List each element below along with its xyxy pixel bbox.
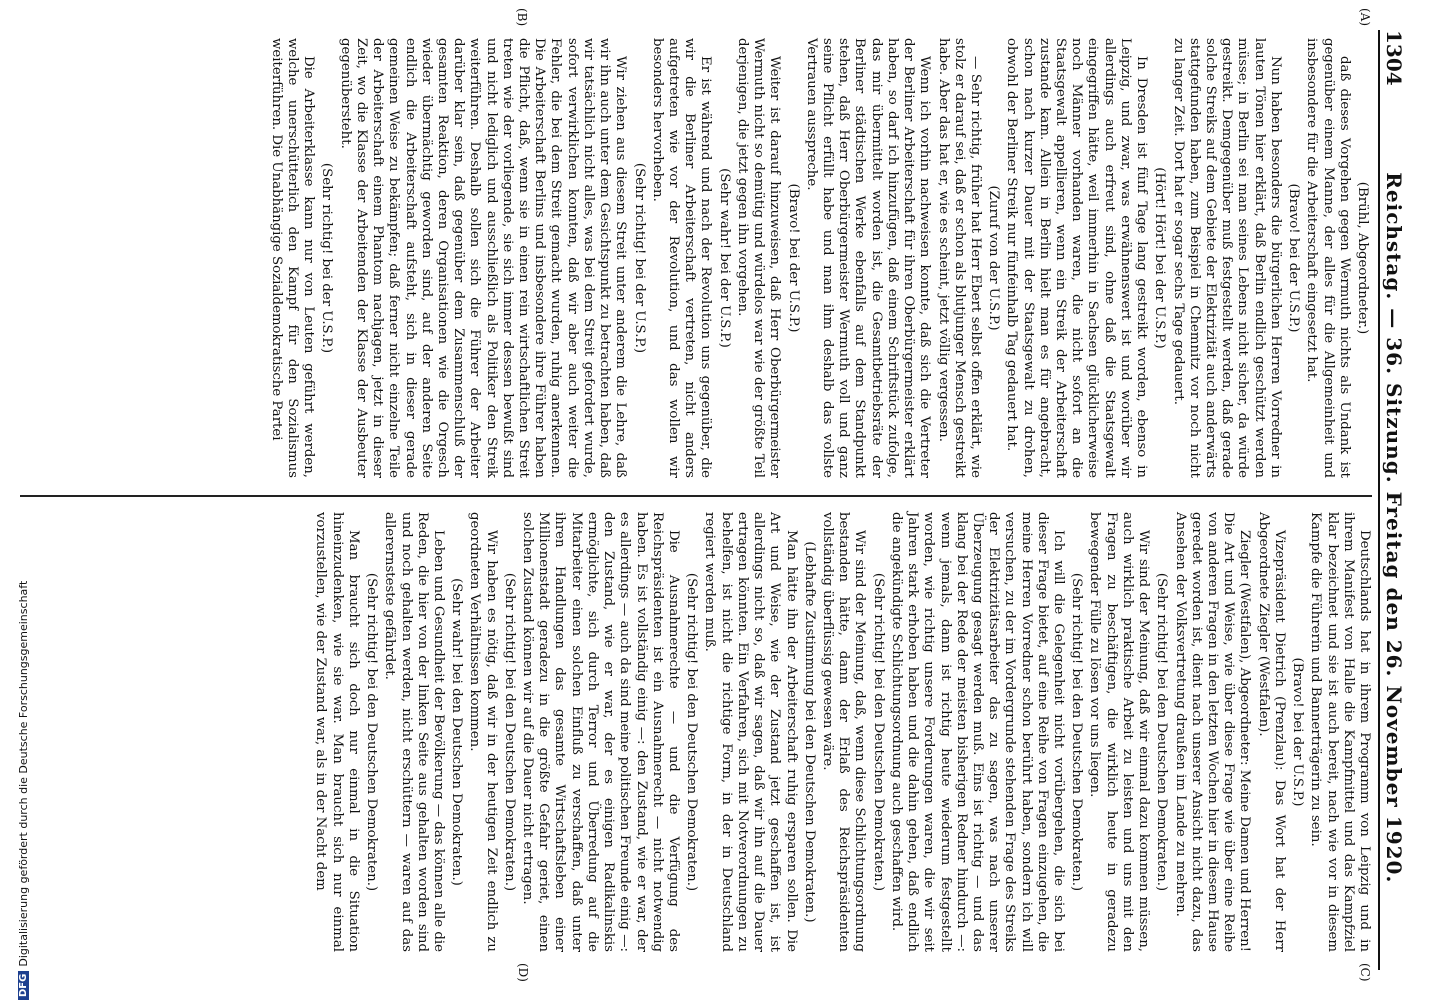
page-number: 1304: [1382, 30, 1406, 86]
interjection: (Sehr richtig! bei den Deutschen Demokraten.): [1069, 572, 1085, 892]
page-title: Reichstag. — 36. Sitzung. Freitag den 26. November 1920.: [1382, 172, 1406, 884]
paragraph: — Sehr richtig, früher hat Herr Ebert selbst offen erklärt, wie stolz er darauf sei, daß er schon als blutjunger Mensch gestreikt habe. Aber das hat er, wie es scheint, jetzt völlig vergessen.: [935, 38, 983, 478]
paragraph: Vizepräsident Dietrich (Prenzlau): Das Wort hat der Herr Abgeordnete Ziegler (Westfalen).: [1255, 512, 1287, 952]
paragraph: Wir sind der Meinung, daß wir einmal dazu kommen müssen, auch wirklich praktische Arbeit zu leisten und uns mit den Fragen zu beschäftigen, die wirklich heute in geradezu bewegender Fülle zu lösen vor uns liegen.: [1087, 512, 1152, 952]
interjection: (Sehr richtig! bei der U.S.P.): [631, 162, 647, 354]
margin-marker-d: (D): [516, 963, 530, 982]
footer-credit: Digitalisierung gefördert durch die Deutsche Forschungsgemeinschaft: [16, 580, 30, 967]
interjection: (Bravo! bei der U.S.P.): [785, 183, 801, 333]
left-column: [20, 38, 1372, 478]
footer-strip: [0, 0, 30, 1000]
paragraph: Man hätte ihn der Arbeiterschaft ruhig ersparen sollen. Die Art und Weise, wie der Zustand jetzt geschaffen ist, ist allerdings nicht so, daß wir sagen, daß wir ihn auf die Dauer ertragen könnten. Ein Verfahren, sich mit Notverordnungen zu behelfen, ist nicht die richtige Form, in der in Deutschland regiert werden muß.: [702, 512, 799, 952]
paragraph: Wenn ich vorhin nachweisen konnte, daß sich die Vertreter der Berliner Arbeiterschaft für ihren Oberbürgermeister erklärt haben, so darf ich hinzufügen, daß einem Schriftstück zufolge, das mir übermittelt worden ist, die Gesamtbetriebsräte der Berliner städtischen Werke ebenfalls auf dem Standpunkt stehen, daß Herr Oberbürgermeister Wermuth voll und ganz seine Pflicht erfüllt habe und man ihm deshalb das vollste Vertrauen ausspreche.: [803, 38, 933, 478]
right-column: [20, 512, 1372, 952]
paragraph: Weiter ist darauf hinzuweisen, daß Herr Oberbürgermeister Wermuth nicht so demütig und würdelos war wie der größte Teil derjenigen, die jetzt gegen ihn vorgehen.: [734, 38, 783, 478]
paragraph: Leben und Gesundheit der Bevölkerung — das können alle die Reden, die hier von der linken Seite aus gehalten worden sind und noch gehalten werden, nicht erschüttern — waren auf das allerernsteste gefährdet.: [382, 512, 446, 952]
interjection: (Sehr richtig! bei den Deutschen Demokraten.): [684, 572, 700, 892]
interjection: (Sehr wahr! bei den Deutschen Demokraten.): [449, 578, 465, 886]
paragraph: Wir ziehen aus diesem Streit unter anderem die Lehre, daß wir ihn auch unter dem Gesichtspunkt zu betrachten haben, daß wir tatsächlich nicht alles, was bei dem Streit gefordert wurde, sofort verwirklichen konnten, daß wir aber auch weiter die Fehler, die bei dem Streit gemacht wurden, ruhig anerkennen. Die Arbeiterschaft Berlins und insbesondere ihre Führer haben die Pflicht, daß, wenn sie in einen rein wirtschaftlichen Streit treten wie der vorliegende, sie sich immer dessen bewußt sind und nicht lediglich und ausschließlich als Politiker den Streik weiterführen. Deshalb sollen sich die Führer der Arbeiter darüber klar sein, daß gegenüber dem Zusammenschluß der gesamten Reaktion, deren Organisationen wie die Orgesch wieder übermächtig geworden sind, auf der anderen Seite endlich die Arbeiterschaft aufsteht, sich in dieser gerade gemeinen Weise zu bekämpfen; daß ferner nicht einzelne Teile der Arbeiterschaft einem Phantom nachjagen, jetzt in dieser Zeit, wo die Klasse der Arbeitenden der Klasse der Ausbeuter gegenübersteht.: [337, 38, 629, 478]
paragraph: Nun haben besonders die bürgerlichen Herren Vorredner in lauten Tönen hier erklärt, daß Berlin endlich geschützt werden müsse; in Berlin sei man seines Lebens nicht sicher, da würde gestreikt. Demgegenüber muß festgestellt werden, daß gerade solche Streiks auf dem Gebiete der Elektrizität auch anderwärts stattgefunden haben, zum Beispiel in Chemnitz vor noch nicht zu langer Zeit. Dort hat er sogar sechs Tage gedauert.: [1170, 38, 1283, 478]
interjection: (Sehr richtig! bei den Deutschen Demokraten.): [870, 572, 886, 892]
interjection: (Sehr wahr! bei der U.S.P.): [716, 168, 732, 348]
paragraph: Man braucht sich doch nur einmal in die Situation hineinzudenken, wie sie war. Man braucht sich nur einmal vorzustellen, wie der Zustand war, als in der Nacht dem: [313, 512, 361, 952]
page-header: [1378, 30, 1414, 970]
margin-marker-b: (B): [515, 8, 529, 27]
paragraph: Wir haben es nötig, daß wir in der heutigen Zeit endlich zu geordneten Verhältnissen kommen.: [467, 512, 499, 952]
paragraph: Deutschlands hat in ihrem Programm von Leipzig und in ihrem Manifest von Halle die Kampfmittel und das Kampfziel klar bezeichnet und sie ist auch bereit, nach wie vor in diesem Kampfe die Führerin und Bannerträgerin zu sein.: [1308, 512, 1372, 952]
interjection: (Sehr richtig! bei den Deutschen Demokraten.): [501, 572, 517, 892]
paragraph: Ziegler (Westfalen), Abgeordneter: Meine Damen und Herren! Die Art und Weise, wie über diese Frage wie über eine Reihe von anderen Fragen in den letzten Wochen hier in diesem Hause geredet worden ist, dient nach unserer Ansicht nicht dazu, das Ansehen der Volksvertretung draußen im Lande zu mehren.: [1172, 512, 1253, 952]
interjection: (Bravo! bei der U.S.P.): [1290, 657, 1306, 807]
margin-marker-c: (C): [1358, 963, 1372, 982]
interjection: (Bravo! bei der U.S.P.): [1286, 183, 1302, 333]
interjection: (Sehr richtig! bei den Deutschen Demokraten.): [1154, 572, 1170, 892]
paragraph: In Dresden ist fünf Tage lang gestreikt worden, ebenso in Leipzig, und zwar, was erwähnenswert ist und worüber wir allerdings auch erfreut sind, ohne daß die Staatsgewalt eingegriffen hätte, weil immerhin in Sachsen glücklicherweise noch Männer vorhanden waren, die nicht sofort an die Staatsgewalt appellieren, wenn ein Streik der Arbeiterschaft zustande kam. Allein in Berlin hielt man es für angebracht, schon nach kurzer Dauer mit der Staatsgewalt zu drohen, obwohl der Berliner Streik nur fünfeinhalb Tag gedauert hat.: [1004, 38, 1150, 478]
interjection: (Brühl, Abgeordneter.): [1355, 181, 1370, 335]
paragraph: Ich will die Gelegenheit nicht vorübergehen, die sich bei dieser Frage bietet, auf eine Reihe von Fragen einzugehen, die meine Herren Vorredner schon berührt haben, sondern ich will versuchen, zu der im Vordergrunde stehenden Frage des Streiks der Elektrizitätsarbeiter das zu sagen, was nach unserer Überzeugung gesagt werden muß. Eins ist richtig — und das klang bei der Rede der meisten bisherigen Redner hindurch —: wenn jemals, dann ist richtig heute wiederum festgestellt worden, wie richtig unsere Forderungen waren, die wir seit Jahren stark erhoben haben und die dahin gehen, daß endlich die angekündigte Schlichtungsordnung auch geschaffen wird.: [888, 512, 1067, 952]
paragraph: Er ist während und nach der Revolution uns gegenüber, die wir die Berliner Arbeiterschaft vertreten, nicht anders aufgetreten wie vor der Revolution, und das wollen wir besonders hervorheben.: [649, 38, 714, 478]
margin-marker-a: (A): [1358, 8, 1372, 27]
paragraph: Die Arbeiterklasse kann nur von Leuten geführt werden, welche unerschütterlich den Kampf für den Sozialismus weiterführen. Die Unabhängige Sozialdemokratische Partei: [268, 38, 317, 478]
interjection: (Lebhafte Zustimmung bei den Deutschen Demokraten.): [801, 541, 817, 923]
paragraph: Die Ausnahmerechte — und die Verfügung des Reichspräsidenten ist ein Ausnahmerecht — nicht notwendig haben. Es ist vollständig einig —: den Zustand, wie er war, der es allerdings — auch da sind meine politischen Freunde einig —: den Zustand, wie er war, der es einigen Radikalinskis ermöglichte, sich durch Terror und Überredung auf die Mitarbeiter einen solchen Einfluß zu verschaffen, daß unter ihren Handlungen das gesamte Wirtschaftsleben einer Millionenstadt geradezu in die größte Gefahr geriet, einen solchen Zustand können wir auf die Dauer nicht ertragen.: [520, 512, 682, 952]
interjection: (Sehr richtig! bei den Deutschen Demokraten.): [364, 572, 380, 892]
column-divider: [20, 495, 1372, 497]
paragraph: daß dieses Vorgehen gegen Wermuth nichts als Undank ist gegenüber einem Manne, der alles für die Allgemeinheit und insbesondere für die Arbeiterschaft eingesetzt hat.: [1304, 38, 1352, 478]
paragraph: Wir sind der Meinung, daß, wenn diese Schlichtungsordnung bestanden hätte, dann der Erlaß des Reichspräsidenten vollständig überflüssig gewesen wäre.: [820, 512, 868, 952]
interjection: (Hört! Hört! bei der U.S.P.): [1152, 167, 1168, 349]
interjection: (Sehr richtig! bei der U.S.P.): [319, 162, 335, 354]
dfg-logo: DFG: [18, 971, 29, 1000]
interjection: (Zuruf von der U.S.P.): [986, 185, 1002, 331]
